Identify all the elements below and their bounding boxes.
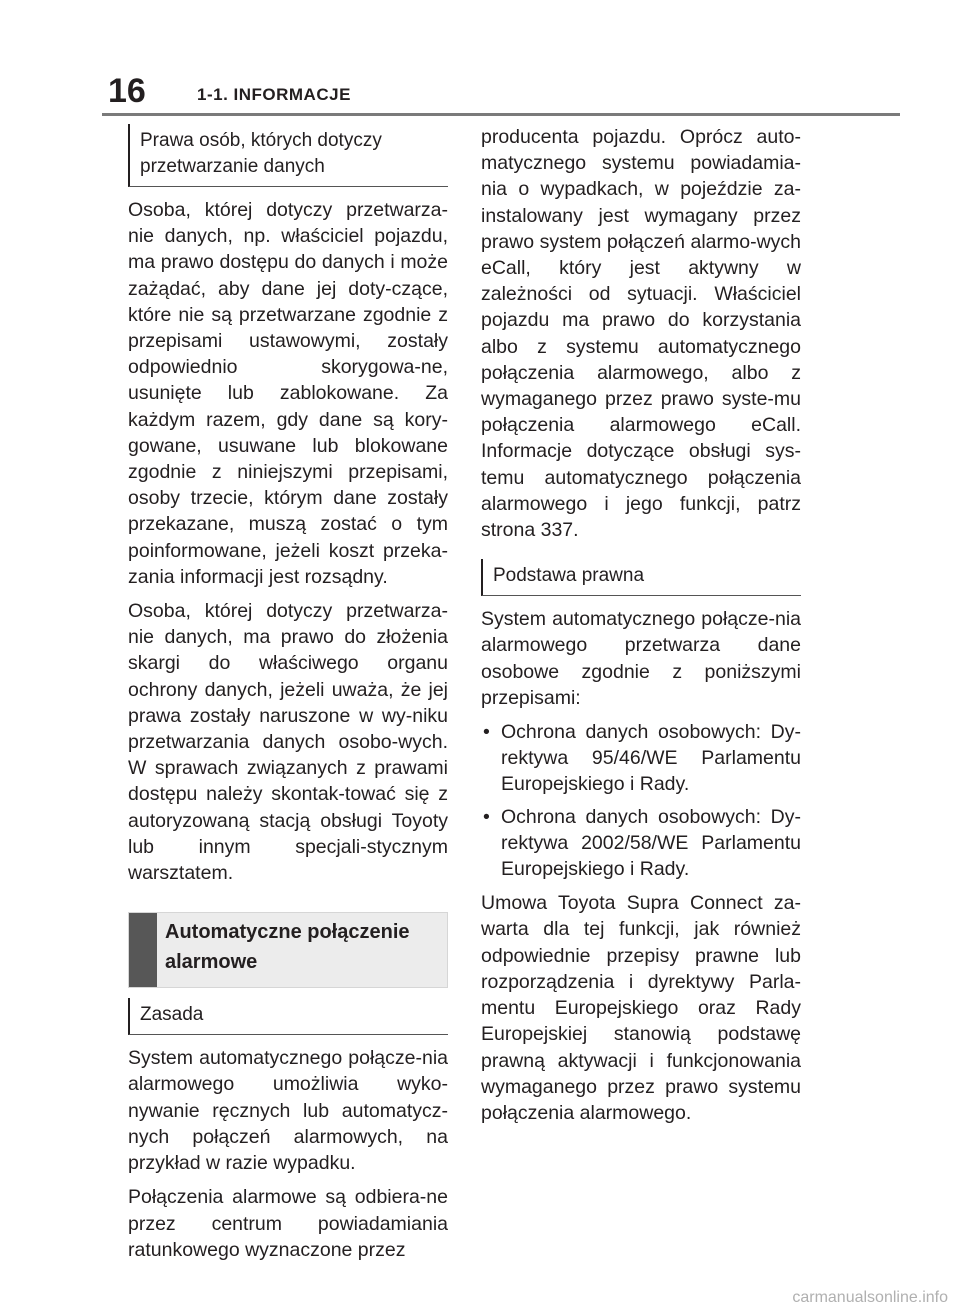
list-item bbox=[481, 804, 801, 883]
list-item bbox=[481, 719, 801, 798]
paragraph: System automatycznego połącze-nia alarmowego przetwarza dane osobowe zgodnie z poniższymi przepisami: bbox=[481, 608, 801, 709]
bullet-marker: • bbox=[483, 805, 490, 828]
subheading-legal-basis: Podstawa prawna bbox=[481, 559, 801, 596]
bullet-marker: • bbox=[483, 721, 490, 744]
list-item-text: Ochrona danych osobowych: Dy-rektywa 2002/58/WE Parlamentu Europejskiego i Rady. bbox=[501, 805, 801, 881]
section-title: 1-1. INFORMACJE bbox=[197, 85, 351, 104]
page-header bbox=[0, 0, 960, 130]
header-rule bbox=[102, 113, 900, 116]
paragraph: producenta pojazdu. Oprócz auto-matycznego systemu powiadamia-nia o wypadkach, w pojeździe za-instalowany jest wymagany przez prawo system połączeń alarmo-wych eCall, który jest aktywny w zależności od sytuacji. Właściciel pojazdu ma prawo do korzystania albo z systemu automatycznego połączenia alarmowego, albo z wymaganego przez prawo syste-mu połączenia alarmowego eCall. Informacje dotyczące obsługi sys-temu automatycznego połączenia alarmowego i jego funkcji, patrz strona 337. bbox=[481, 126, 801, 542]
paragraph: System automatycznego połącze-nia alarmowego umożliwia wyko-nywanie ręcznych lub automatycz-nych połączeń alarmowych, na przykład w razie wypadku. bbox=[128, 1047, 448, 1175]
section-heading-emergency-call bbox=[128, 912, 448, 988]
paragraph: Osoba, której dotyczy przetwarza-nie danych, np. właściciel pojazdu, ma prawo dostępu do danych i może zażądać, aby dane jej doty-czące, które nie są przetwarzane zgodnie z przepisami ustawowymi, zostały odpowiednio skorygowa-ne, usunięte lub zablokowane. Za każdym razem, gdy dane są kory-gowane, usuwane lub blokowane zgodnie z niniejszymi przepisami, osoby trzecie, którym dane zostały przekazane, muszą zostać o tym poinformowane, jeżeli koszt przeka-zania informacji jest rozsądny. bbox=[128, 199, 448, 588]
paragraph: Osoba, której dotyczy przetwarza-nie danych, ma prawo do złożenia skargi do właściwego organu ochrony danych, jeżeli uważa, że jej prawa zostały naruszone w wy-niku przetwarzania danych osobo-wych. W sprawach związanych z prawami dostępu należy skontak-tować się z autoryzowaną stacją obsługi Toyoty lub innym specjali-stycznym warsztatem. bbox=[128, 600, 448, 885]
left-column bbox=[128, 124, 448, 1271]
watermark: carmanualsonline.info bbox=[792, 1289, 948, 1306]
paragraph: Połączenia alarmowe są odbiera-ne przez centrum powiadamiania ratunkowego wyznaczone przez bbox=[128, 1186, 448, 1261]
page-number: 16 bbox=[108, 72, 146, 110]
section-heading-text: Automatyczne połączenie alarmowe bbox=[165, 921, 410, 974]
bullet-list bbox=[481, 719, 801, 882]
heading-bar bbox=[129, 913, 157, 987]
subheading-rights: Prawa osób, których dotyczy przetwarzanie danych bbox=[128, 124, 448, 187]
paragraph: Umowa Toyota Supra Connect za-warta dla tej funkcji, jak również odpowiednie przepisy prawne lub rozporządzenia i dyrektywy Parla-mentu Europejskiego oraz Rady Europejskiej stanowią podstawę prawną aktywacji i funkcjonowania wymaganego przez prawo systemu połączenia alarmowego. bbox=[481, 892, 801, 1124]
list-item-text: Ochrona danych osobowych: Dy-rektywa 95/46/WE Parlamentu Europejskiego i Rady. bbox=[501, 721, 801, 796]
subheading-principle: Zasada bbox=[128, 998, 448, 1035]
right-column bbox=[481, 124, 801, 1134]
